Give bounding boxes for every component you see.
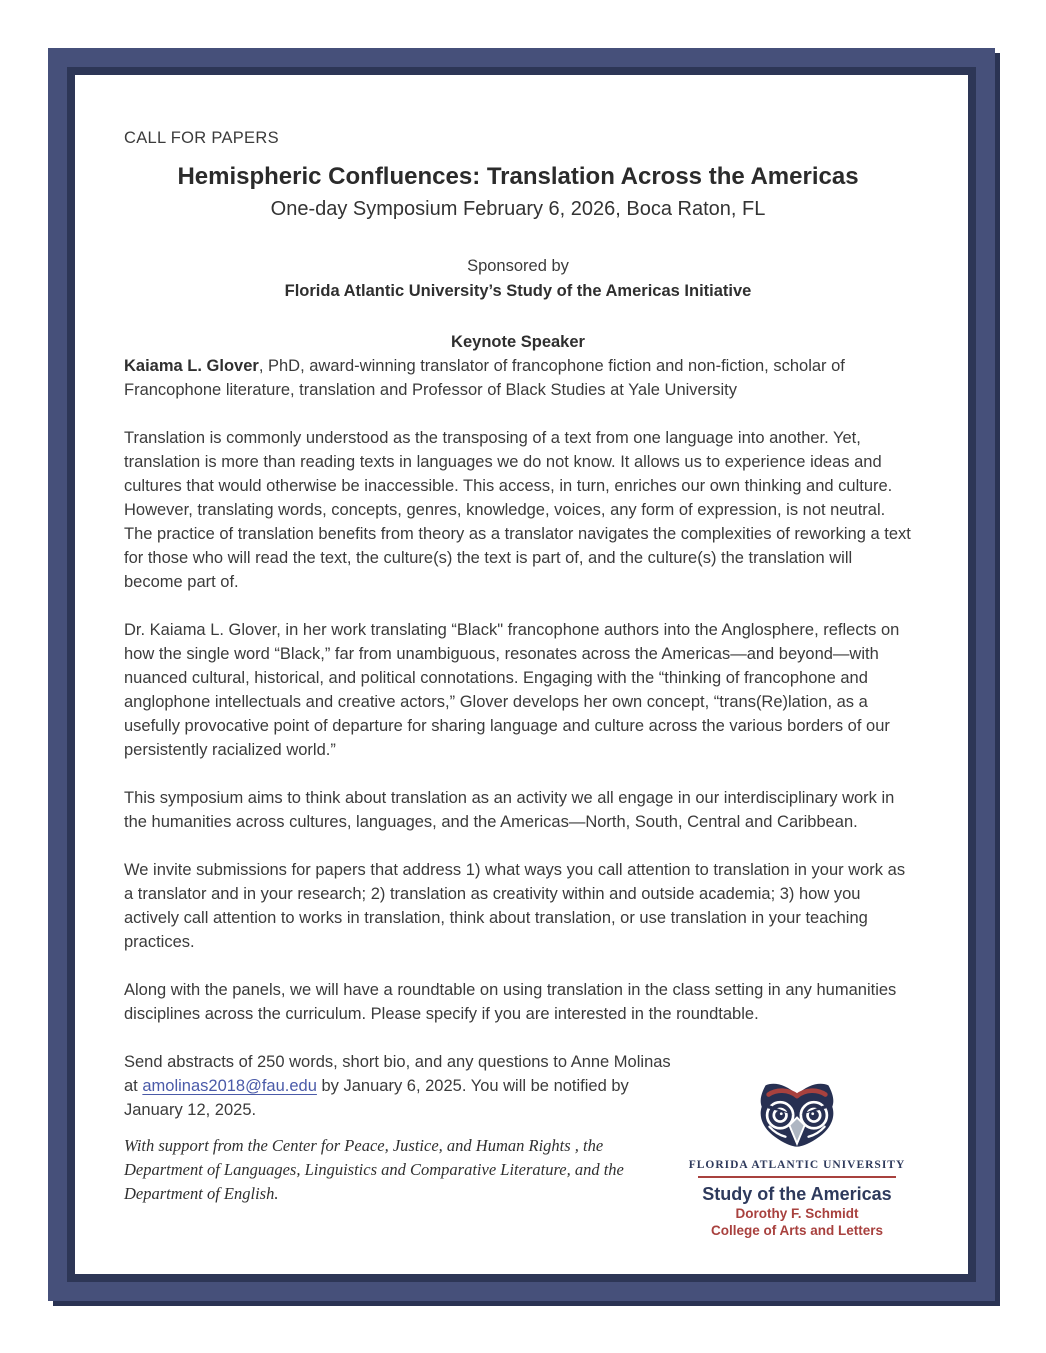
symposium-aims-paragraph: This symposium aims to think about translation as an activity we all engage in our interdisciplinary work in the humanities across cultures, languages, and the Americas—North, South, Central and Caribbean. bbox=[124, 789, 895, 831]
contact-text-after: by January 6, 2025. You will be notified by January 12, 2025. bbox=[124, 1077, 629, 1119]
page-border-frame bbox=[48, 48, 995, 1301]
fau-logo bbox=[672, 1080, 922, 1239]
roundtable-paragraph: Along with the panels, we will have a roundtable on using translation in the class setting in any humanities disciplines across the curriculum. Please specify if you are interested in the roundtable. bbox=[124, 981, 897, 1023]
contact-text-before: Send abstracts of 250 words, short bio, and any questions to Anne Molinas at bbox=[124, 1053, 671, 1095]
sponsored-by-label: Sponsored by bbox=[467, 257, 569, 275]
fau-program-name: Study of the Americas bbox=[702, 1184, 892, 1204]
fau-university-name: FLORIDA ATLANTIC UNIVERSITY bbox=[688, 1159, 906, 1171]
symposium-title: Hemispheric Confluences: Translation Across the Americas bbox=[177, 163, 859, 190]
intro-paragraph: Translation is commonly understood as the transposing of a text from one language into another. Yet, translation is more than reading texts in languages we do not know. It allows us to experience ideas and cultures that would otherwise be inaccessible. This access, in turn, enriches our own thinking and culture. However, translating words, concepts, genres, knowledge, voices, any form of expression, is not neutral. The practice of translation benefits from theory as a translator navigates the complexities of reworking a text for those who will read the text, the culture(s) the text is part of, and the culture(s) the translation will become part of. bbox=[124, 429, 911, 591]
email-link[interactable]: amolinas2018@fau.edu bbox=[142, 1077, 317, 1095]
glover-paragraph: Dr. Kaiama L. Glover, in her work translating “Black" francophone authors into the Anglosphere, reflects on how the single word “Black,” far from unambiguous, resonates across the Americas—and beyond—with nuanced cultural, historical, and political connotations. Engaging with the “thinking of francophone and anglophone intellectuals and creative actors,” Glover develops her own concept, “trans(Re)lation, as a usefully provocative point of departure for sharing language and culture across the various borders of our persistently racialized world.” bbox=[124, 621, 900, 759]
keynote-heading: Keynote Speaker bbox=[451, 333, 585, 351]
page-border-inner bbox=[67, 67, 976, 1282]
keynote-speaker-paragraph bbox=[124, 354, 912, 402]
call-for-papers-label: CALL FOR PAPERS bbox=[124, 129, 279, 147]
symposium-subtitle: One-day Symposium February 6, 2026, Boca Raton, FL bbox=[270, 198, 766, 220]
fau-college-line2: College of Arts and Letters bbox=[710, 1223, 884, 1238]
fau-logo-divider bbox=[698, 1176, 896, 1178]
sponsor-name: Florida Atlantic University’s Study of the Americas Initiative bbox=[284, 282, 752, 300]
fau-college-line1: Dorothy F. Schmidt bbox=[735, 1206, 859, 1221]
keynote-speaker-bio: , PhD, award-winning translator of francophone fiction and non-fiction, scholar of Francophone literature, translation and Professor of Black Studies at Yale University bbox=[124, 357, 845, 399]
contact-paragraph bbox=[124, 1050, 682, 1122]
fau-owl-icon bbox=[751, 1080, 843, 1152]
submissions-paragraph: We invite submissions for papers that address 1) what ways you call attention to translation in your work as a translator and in your research; 2) translation as creativity within and outside academia; 3) how you actively call attention to works in translation, think about translation, or use translation in your teaching practices. bbox=[124, 861, 906, 951]
keynote-speaker-name: Kaiama L. Glover bbox=[124, 357, 259, 375]
support-note: With support from the Center for Peace, Justice, and Human Rights , the Department of Languages, Linguistics and Comparative Literature, and the Department of English. bbox=[124, 1136, 624, 1203]
